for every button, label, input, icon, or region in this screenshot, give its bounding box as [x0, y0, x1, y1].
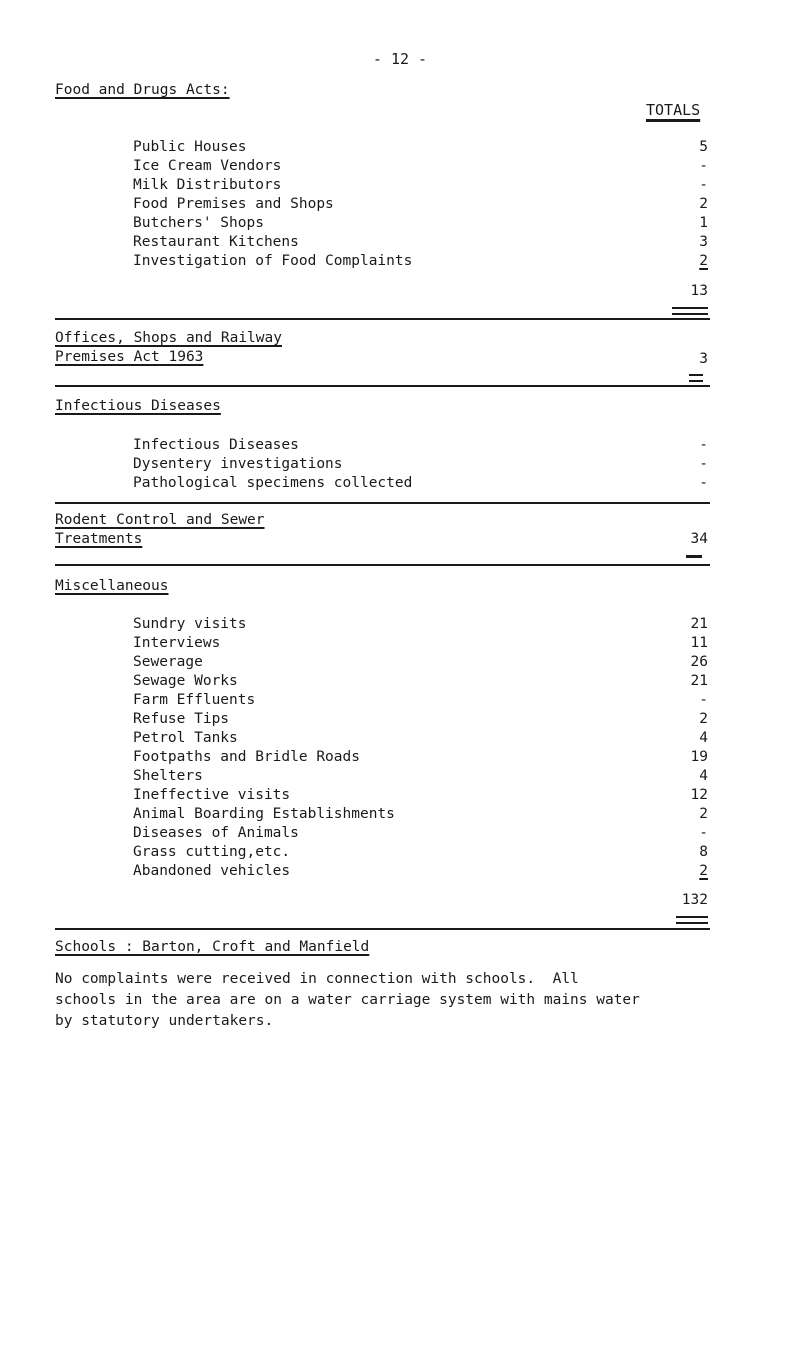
- table-row: [133, 196, 708, 216]
- total-double-rule: [676, 916, 708, 924]
- table-row: [133, 711, 708, 731]
- total-underline: [686, 555, 702, 558]
- row-value: 8: [699, 844, 708, 860]
- row-value: 2: [699, 711, 708, 727]
- row-label: Footpaths and Bridle Roads: [133, 749, 360, 765]
- section-divider: [55, 385, 710, 387]
- misc-total: 132: [681, 892, 708, 908]
- row-label: Diseases of Animals: [133, 825, 299, 841]
- row-value: 4: [699, 768, 708, 784]
- row-value: -: [699, 158, 708, 174]
- table-row: [133, 730, 708, 750]
- section-divider: [55, 928, 710, 930]
- row-label: Abandoned vehicles: [133, 863, 291, 879]
- paragraph-line: No complaints were received in connection with schools. All: [55, 971, 579, 987]
- row-value: 12: [690, 787, 708, 803]
- row-label: Sewerage: [133, 654, 203, 670]
- row-label: Pathological specimens collected: [133, 475, 413, 491]
- row-value: 11: [690, 635, 708, 651]
- row-label: Shelters: [133, 768, 203, 784]
- row-value: 21: [690, 673, 708, 689]
- row-value: -: [699, 692, 708, 708]
- row-value: 4: [699, 730, 708, 746]
- row-label: Grass cutting,etc.: [133, 844, 291, 860]
- row-label: Dysentery investigations: [133, 456, 343, 472]
- row-value: 2: [699, 806, 708, 822]
- table-row: [133, 825, 708, 845]
- row-label: Petrol Tanks: [133, 730, 238, 746]
- row-label: Milk Distributors: [133, 177, 282, 193]
- row-value: -: [699, 475, 708, 491]
- section-divider: [55, 564, 710, 566]
- row-label: Refuse Tips: [133, 711, 230, 727]
- food-section-heading: Food and Drugs Acts:: [55, 82, 230, 98]
- row-value: 1: [699, 215, 708, 231]
- table-row: [133, 616, 708, 636]
- table-row: [133, 253, 708, 273]
- table-row: [133, 654, 708, 674]
- row-value: -: [699, 177, 708, 193]
- table-row: [133, 215, 708, 235]
- row-label: Farm Effluents: [133, 692, 256, 708]
- misc-heading: Miscellaneous: [55, 578, 169, 594]
- table-row: [133, 749, 708, 769]
- section-divider: [55, 318, 710, 320]
- row-label: Infectious Diseases: [133, 437, 299, 453]
- paragraph-line: schools in the area are on a water carriage system with mains water: [55, 992, 640, 1008]
- table-row: [133, 158, 708, 178]
- table-row: [133, 768, 708, 788]
- row-value: 26: [690, 654, 708, 670]
- total-double-rule: [672, 307, 708, 315]
- row-label: Restaurant Kitchens: [133, 234, 299, 250]
- row-label: Interviews: [133, 635, 221, 651]
- row-value: 2: [699, 863, 708, 879]
- table-row: [133, 234, 708, 254]
- table-row: [133, 177, 708, 197]
- schools-paragraph: [55, 969, 735, 1032]
- offices-total: 3: [699, 351, 708, 367]
- page-number: - 12 -: [372, 50, 428, 68]
- offices-heading-line2: Premises Act 1963: [55, 349, 204, 365]
- row-label: Food Premises and Shops: [133, 196, 334, 212]
- table-row: [133, 844, 708, 864]
- row-value: -: [699, 437, 708, 453]
- row-label: Animal Boarding Establishments: [133, 806, 395, 822]
- table-row: [133, 673, 708, 693]
- row-value: 2: [699, 196, 708, 212]
- row-label: Investigation of Food Complaints: [133, 253, 413, 269]
- rodent-total: 34: [690, 531, 708, 547]
- food-total: 13: [690, 283, 708, 299]
- infectious-heading: Infectious Diseases: [55, 398, 221, 414]
- table-row: [133, 863, 708, 883]
- offices-heading-line1: Offices, Shops and Railway: [55, 330, 282, 346]
- table-row: [133, 692, 708, 712]
- table-row: [133, 475, 708, 495]
- row-label: Sewage Works: [133, 673, 238, 689]
- row-value: 21: [690, 616, 708, 632]
- rodent-heading-line2: Treatments: [55, 531, 143, 547]
- row-value: 19: [690, 749, 708, 765]
- row-value: -: [699, 456, 708, 472]
- row-label: Ice Cream Vendors: [133, 158, 282, 174]
- paragraph-line: by statutory undertakers.: [55, 1013, 274, 1029]
- rodent-heading-line1: Rodent Control and Sewer: [55, 512, 265, 528]
- table-row: [133, 806, 708, 826]
- row-label: Butchers' Shops: [133, 215, 264, 231]
- table-row: [133, 139, 708, 159]
- row-label: Public Houses: [133, 139, 247, 155]
- row-label: Sundry visits: [133, 616, 247, 632]
- schools-heading: Schools : Barton, Croft and Manfield: [55, 939, 370, 955]
- row-label: Ineffective visits: [133, 787, 291, 803]
- table-row: [133, 787, 708, 807]
- table-row: [133, 456, 708, 476]
- table-row: [133, 635, 708, 655]
- row-value: -: [699, 825, 708, 841]
- row-value: 3: [699, 234, 708, 250]
- totals-column-header: TOTALS: [646, 101, 701, 119]
- row-value: 2: [699, 253, 708, 269]
- section-divider: [55, 502, 710, 504]
- total-double-rule: [689, 374, 703, 382]
- row-value: 5: [699, 139, 708, 155]
- table-row: [133, 437, 708, 457]
